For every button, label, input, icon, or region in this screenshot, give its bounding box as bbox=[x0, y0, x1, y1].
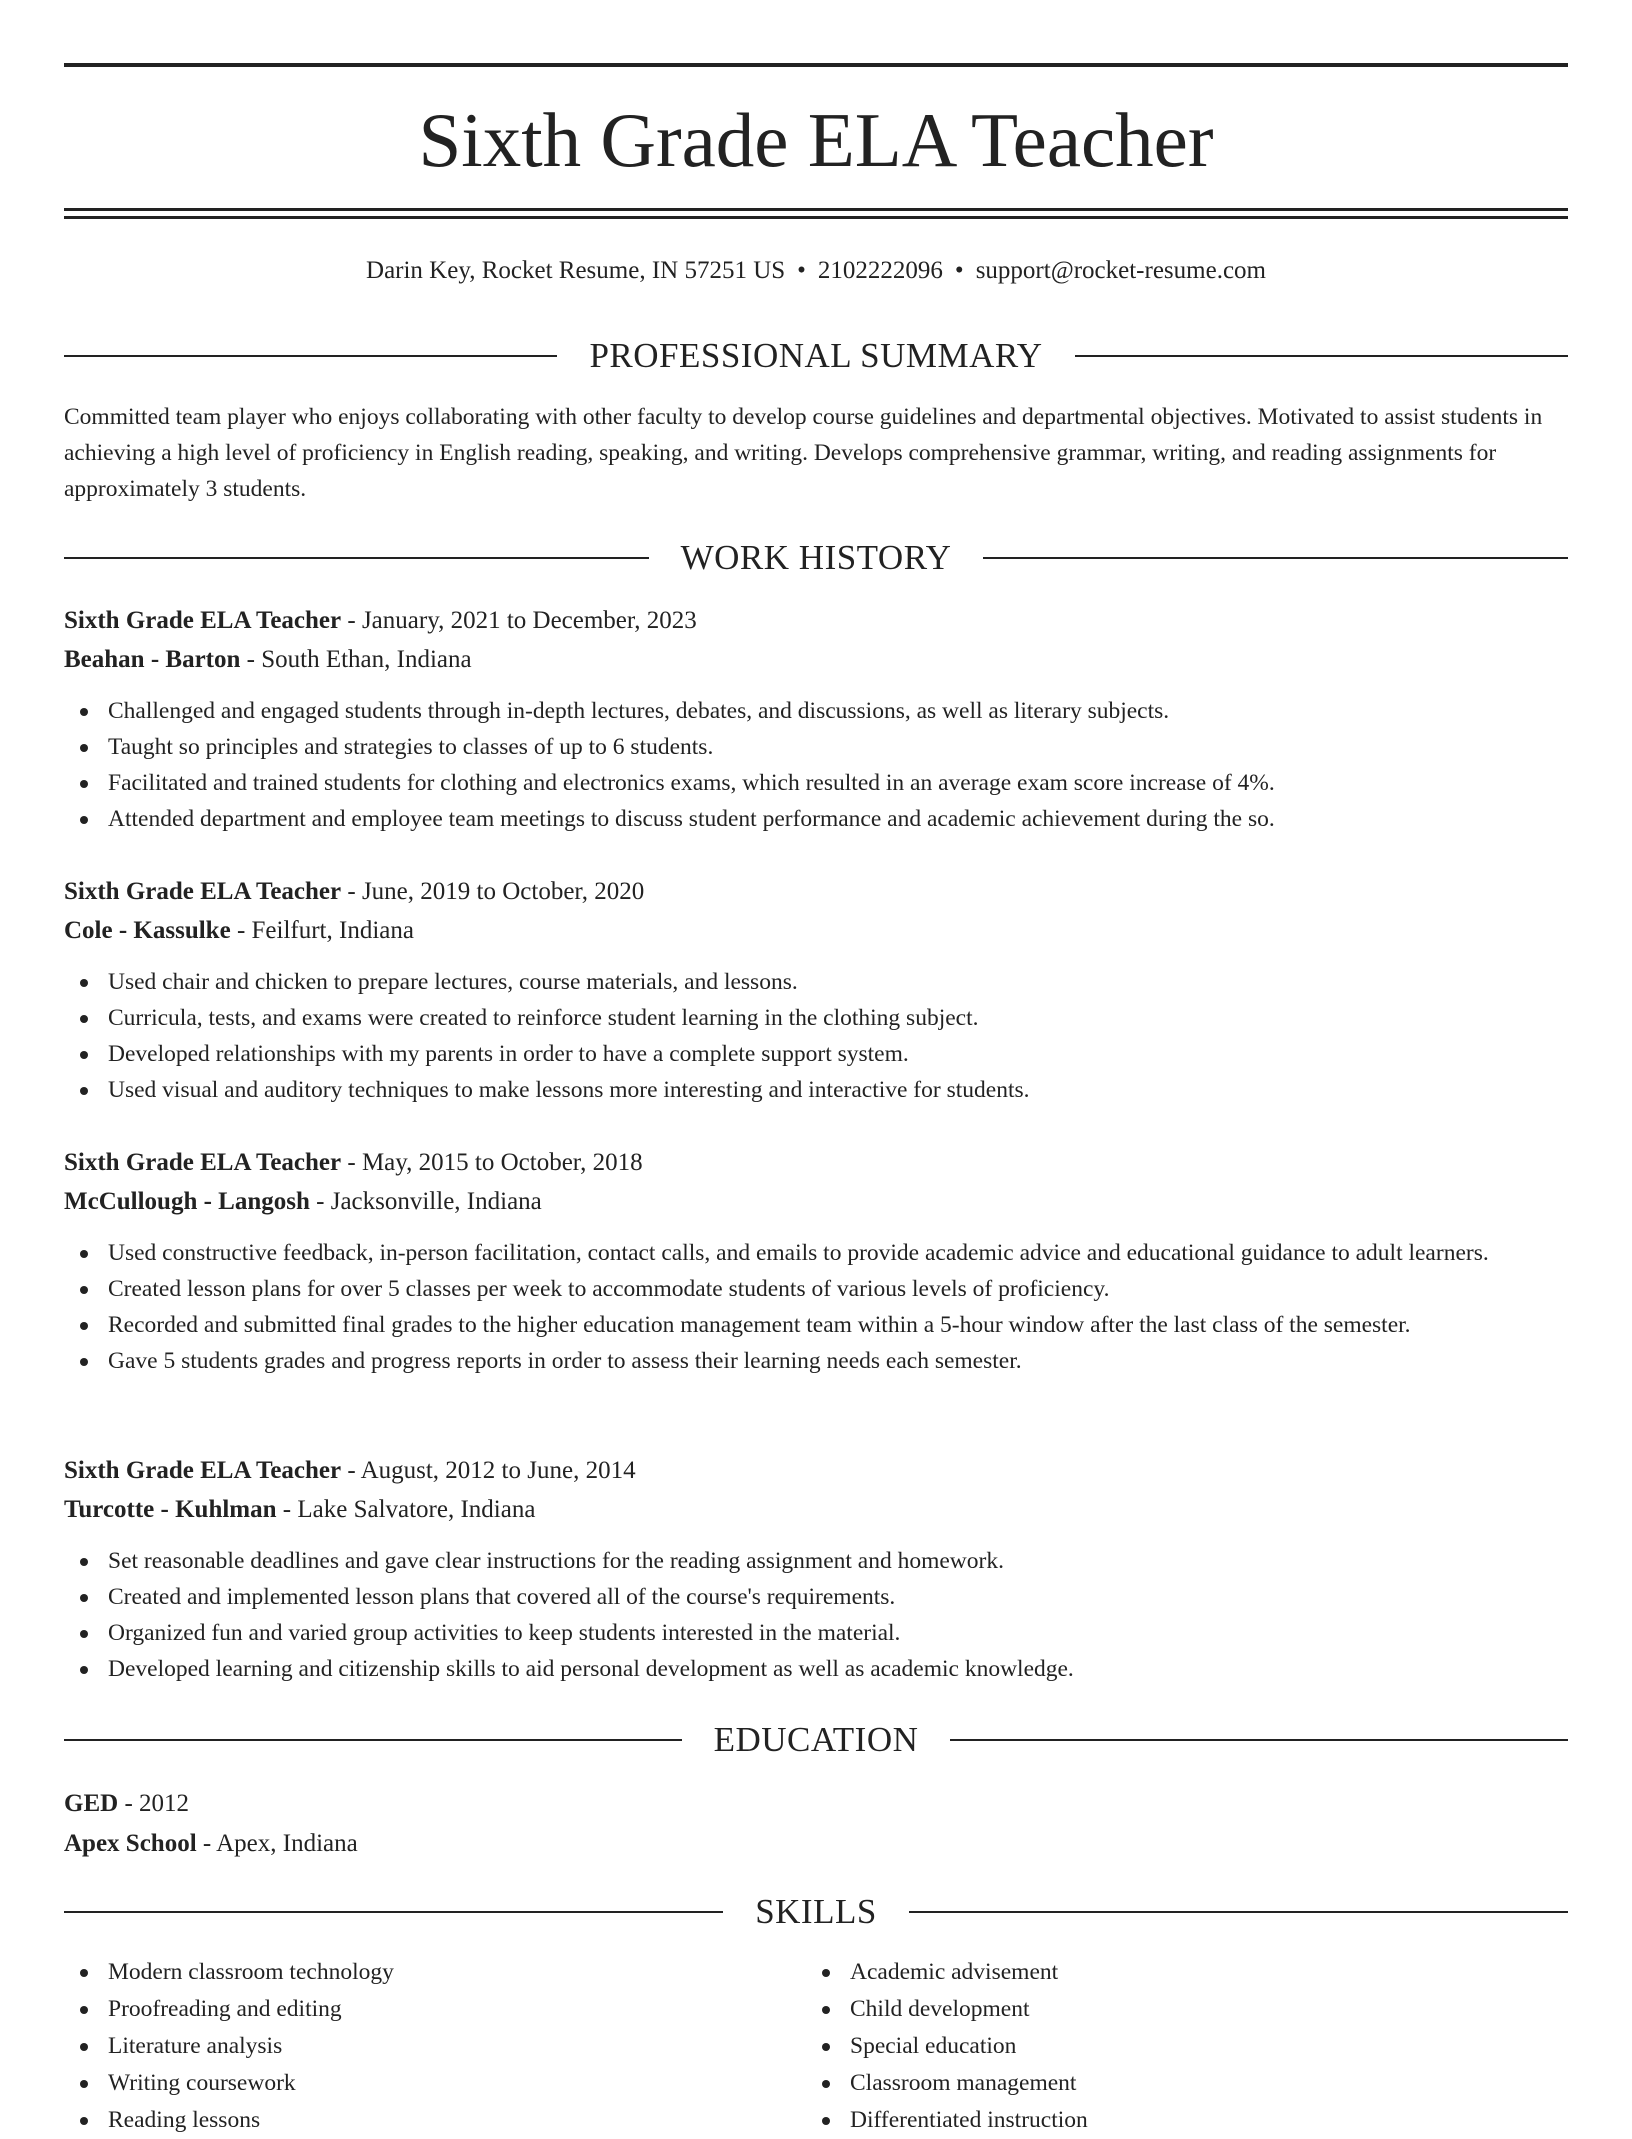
skill-item: Academic advisement bbox=[806, 1954, 1548, 1991]
job-entry bbox=[64, 873, 1568, 1108]
job-employer: Cole - Kassulke bbox=[64, 917, 231, 944]
section-header-skills bbox=[64, 1890, 1568, 1934]
section-title: SKILLS bbox=[755, 1892, 877, 1931]
list-item: Used constructive feedback, in-person facilitation, contact calls, and emails to provide academic advice and educational guidance to adult learners. bbox=[64, 1235, 1568, 1271]
list-item: Set reasonable deadlines and gave clear instructions for the reading assignment and homework. bbox=[64, 1543, 1568, 1579]
job-location: - Jacksonville, Indiana bbox=[309, 1188, 542, 1215]
job-title: Sixth Grade ELA Teacher bbox=[64, 878, 342, 905]
job-entry bbox=[64, 1144, 1568, 1379]
job-location: - Feilfurt, Indiana bbox=[230, 917, 414, 944]
job-dates: - June, 2019 to October, 2020 bbox=[341, 878, 645, 905]
section-header-work bbox=[64, 536, 1568, 580]
list-item: Developed relationships with my parents in order to have a complete support system. bbox=[64, 1036, 1568, 1072]
job-title-line bbox=[64, 873, 1568, 911]
divider bbox=[64, 1911, 723, 1913]
job-employer: Turcotte - Kuhlman bbox=[64, 1496, 277, 1523]
job-location: - South Ethan, Indiana bbox=[240, 646, 472, 673]
skills-list bbox=[64, 1954, 1568, 2139]
contact-address: Darin Key, Rocket Resume, IN 57251 US bbox=[366, 257, 786, 284]
skill-item: Special education bbox=[806, 2028, 1548, 2065]
divider bbox=[64, 355, 557, 357]
list-item: Used visual and auditory techniques to make lessons more interesting and interactive for students. bbox=[64, 1072, 1568, 1108]
job-bullets bbox=[64, 1543, 1568, 1687]
section-title: EDUCATION bbox=[713, 1720, 919, 1759]
education-entry bbox=[64, 1784, 1568, 1864]
list-item: Gave 5 students grades and progress reports in order to assess their learning needs each semester. bbox=[64, 1343, 1568, 1379]
job-dates: - May, 2015 to October, 2018 bbox=[341, 1149, 643, 1176]
top-rule bbox=[64, 63, 1568, 67]
section-title: WORK HISTORY bbox=[680, 538, 952, 577]
list-item: Recorded and submitted final grades to the higher education management team within a 5-hour window after the last class of the semester. bbox=[64, 1307, 1568, 1343]
divider bbox=[64, 557, 649, 559]
divider bbox=[983, 557, 1568, 559]
skill-item: Differentiated instruction bbox=[806, 2102, 1548, 2139]
job-entry bbox=[64, 1452, 1568, 1687]
job-title-line bbox=[64, 1144, 1568, 1182]
list-item: Curricula, tests, and exams were created to reinforce student learning in the clothing subject. bbox=[64, 1000, 1568, 1036]
job-location: - Lake Salvatore, Indiana bbox=[276, 1496, 536, 1523]
job-bullets bbox=[64, 693, 1568, 837]
list-item: Taught so principles and strategies to classes of up to 6 students. bbox=[64, 729, 1568, 765]
job-employer-line bbox=[64, 641, 1568, 679]
skill-item: Writing coursework bbox=[64, 2065, 806, 2102]
list-item: Organized fun and varied group activities to keep students interested in the material. bbox=[64, 1615, 1568, 1651]
job-entry bbox=[64, 602, 1568, 837]
list-item: Challenged and engaged students through in-depth lectures, debates, and discussions, as well as literary subjects. bbox=[64, 693, 1568, 729]
job-employer: McCullough - Langosh bbox=[64, 1188, 310, 1215]
job-employer: Beahan - Barton bbox=[64, 646, 241, 673]
contact-email: support@rocket-resume.com bbox=[975, 257, 1266, 284]
list-item: Created lesson plans for over 5 classes per week to accommodate students of various levels of proficiency. bbox=[64, 1271, 1568, 1307]
job-dates: - August, 2012 to June, 2014 bbox=[341, 1457, 636, 1484]
job-bullets bbox=[64, 1235, 1568, 1379]
contact-separator: • bbox=[954, 257, 964, 284]
job-title-line bbox=[64, 602, 1568, 640]
education-year: - 2012 bbox=[118, 1790, 190, 1817]
professional-summary: Committed team player who enjoys collaborating with other faculty to develop course guidelines and departmental objectives. Motivated to assist students in achieving a high level of proficiency in English reading, speaking, and writing. Develops comprehensive grammar, writing, and reading assignments for approximately 3 students. bbox=[64, 404, 1543, 502]
education-school: Apex School bbox=[64, 1830, 197, 1857]
education-location: - Apex, Indiana bbox=[196, 1830, 358, 1857]
job-employer-line bbox=[64, 912, 1568, 950]
skill-item: Proofreading and editing bbox=[64, 1991, 806, 2028]
title-rule-upper bbox=[64, 208, 1568, 211]
divider bbox=[950, 1739, 1568, 1741]
contact-phone: 2102222096 bbox=[817, 257, 943, 284]
job-title: Sixth Grade ELA Teacher bbox=[64, 1457, 342, 1484]
job-title: Sixth Grade ELA Teacher bbox=[64, 607, 342, 634]
job-bullets bbox=[64, 964, 1568, 1108]
skills-column-right bbox=[806, 1954, 1548, 2139]
skill-item: Classroom management bbox=[806, 2065, 1548, 2102]
education-degree-line bbox=[64, 1784, 1568, 1824]
list-item: Attended department and employee team meetings to discuss student performance and academic achievement during the so. bbox=[64, 801, 1568, 837]
list-item: Developed learning and citizenship skills to aid personal development as well as academic knowledge. bbox=[64, 1651, 1568, 1687]
contact-separator: • bbox=[797, 257, 806, 284]
section-header-summary bbox=[64, 334, 1568, 378]
job-dates: - January, 2021 to December, 2023 bbox=[341, 607, 697, 634]
divider bbox=[1075, 355, 1568, 357]
job-title: Sixth Grade ELA Teacher bbox=[64, 1149, 342, 1176]
title-rule-lower bbox=[64, 216, 1568, 219]
list-item: Used chair and chicken to prepare lectures, course materials, and lessons. bbox=[64, 964, 1568, 1000]
list-item: Created and implemented lesson plans that covered all of the course's requirements. bbox=[64, 1579, 1568, 1615]
job-employer-line bbox=[64, 1183, 1568, 1221]
resume-title: Sixth Grade ELA Teacher bbox=[418, 97, 1214, 183]
job-employer-line bbox=[64, 1491, 1568, 1529]
education-school-line bbox=[64, 1824, 1568, 1864]
divider bbox=[909, 1911, 1568, 1913]
list-item: Facilitated and trained students for clothing and electronics exams, which resulted in an average exam score increase of 4%. bbox=[64, 765, 1568, 801]
skill-item: Reading lessons bbox=[64, 2102, 806, 2139]
education-degree: GED bbox=[64, 1790, 119, 1817]
contact-line bbox=[64, 254, 1568, 288]
skill-item: Child development bbox=[806, 1991, 1548, 2028]
skills-column-left bbox=[64, 1954, 806, 2139]
divider bbox=[64, 1739, 682, 1741]
job-title-line bbox=[64, 1452, 1568, 1490]
section-header-education bbox=[64, 1718, 1568, 1762]
section-title: PROFESSIONAL SUMMARY bbox=[589, 336, 1043, 375]
skill-item: Modern classroom technology bbox=[64, 1954, 806, 1991]
skill-item: Literature analysis bbox=[64, 2028, 806, 2065]
